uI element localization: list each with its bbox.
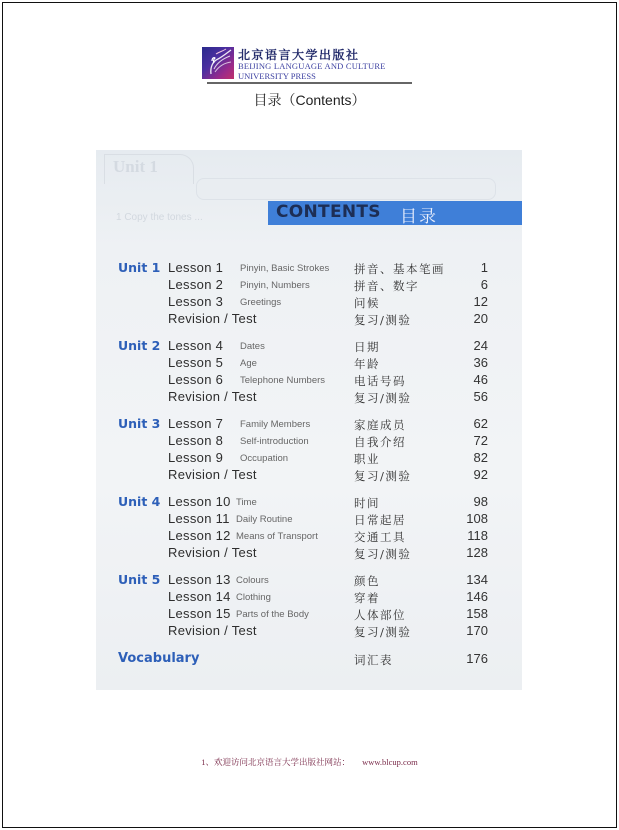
- header-divider: [207, 82, 412, 84]
- topic-cn: 复习/测验: [354, 625, 412, 639]
- lesson-label: Lesson 14: [168, 589, 231, 604]
- lesson-label: Lesson 5: [168, 355, 224, 370]
- page-number: 24: [473, 338, 488, 353]
- topic-cn: 自我介绍: [354, 435, 406, 449]
- toc-row[interactable]: [96, 511, 522, 528]
- page-number: 36: [473, 355, 488, 370]
- page-number: 12: [473, 294, 488, 309]
- toc-row[interactable]: [96, 433, 522, 450]
- toc-row[interactable]: [96, 416, 522, 433]
- unit-label: Unit 1: [118, 260, 161, 275]
- topic-en: Parts of the Body: [236, 609, 309, 620]
- lesson-label: Lesson 2: [168, 277, 224, 292]
- toc-row[interactable]: [96, 355, 522, 372]
- lesson-label: Lesson 7: [168, 416, 224, 431]
- lesson-label: Lesson 3: [168, 294, 224, 309]
- topic-cn: 年龄: [354, 357, 380, 371]
- topic-en: Telephone Numbers: [240, 375, 326, 386]
- page-number: 128: [466, 545, 488, 560]
- topic-en: Pinyin, Numbers: [240, 280, 310, 291]
- banner-title-cn: 目录: [400, 207, 438, 226]
- lesson-label: Lesson 8: [168, 433, 224, 448]
- page-number: 170: [466, 623, 488, 638]
- topic-cn: 问候: [354, 296, 380, 310]
- lesson-label: Lesson 12: [168, 528, 231, 543]
- toc-row[interactable]: [96, 294, 522, 311]
- revision-label: Revision / Test: [168, 389, 257, 404]
- page-number: 62: [473, 416, 488, 431]
- scanned-contents-page: [96, 150, 522, 690]
- lesson-label: Lesson 9: [168, 450, 224, 465]
- page-number: 108: [466, 511, 488, 526]
- page-number: 56: [473, 389, 488, 404]
- ghost-text: 1 Copy the tones ...: [116, 212, 203, 223]
- page-number: 72: [473, 433, 488, 448]
- lesson-label: Lesson 13: [168, 572, 231, 587]
- topic-cn: 复习/测验: [354, 313, 412, 327]
- toc-row[interactable]: [96, 277, 522, 294]
- page-number: 20: [473, 311, 488, 326]
- topic-en: Pinyin, Basic Strokes: [240, 263, 330, 274]
- unit-label: Unit 4: [118, 494, 161, 509]
- topic-en: Means of Transport: [236, 531, 318, 542]
- footer-note: [0, 756, 619, 768]
- page-number: 146: [466, 589, 488, 604]
- toc-row[interactable]: [96, 260, 522, 277]
- phoenix-logo-icon: [202, 47, 234, 79]
- banner-title-en: CONTENTS: [276, 202, 381, 222]
- page-number: 46: [473, 372, 488, 387]
- topic-en: Dates: [240, 341, 265, 352]
- topic-cn: 复习/测验: [354, 547, 412, 561]
- toc-row[interactable]: [96, 467, 522, 484]
- topic-cn: 穿着: [354, 591, 380, 605]
- page-number: 82: [473, 450, 488, 465]
- publisher-name-cn: 北京语言大学出版社: [238, 48, 360, 62]
- toc-row[interactable]: [96, 450, 522, 467]
- topic-en: Age: [240, 358, 257, 369]
- toc-row[interactable]: [96, 545, 522, 562]
- lesson-label: Lesson 11: [168, 511, 230, 526]
- revision-label: Revision / Test: [168, 545, 257, 560]
- topic-cn: 电话号码: [354, 374, 406, 388]
- vocabulary-label: Vocabulary: [118, 651, 200, 666]
- toc-row[interactable]: [96, 623, 522, 640]
- lesson-label: Lesson 1: [168, 260, 224, 275]
- revision-label: Revision / Test: [168, 467, 257, 482]
- topic-en: Colours: [236, 575, 269, 586]
- page-title: 目录（Contents）: [253, 92, 366, 108]
- topic-en: Family Members: [240, 419, 311, 430]
- toc-row[interactable]: [96, 606, 522, 623]
- page-number: 118: [467, 528, 488, 543]
- toc-row-vocabulary[interactable]: [96, 651, 522, 668]
- topic-cn: 人体部位: [354, 608, 406, 622]
- lesson-label: Lesson 6: [168, 372, 224, 387]
- page-number: 98: [473, 494, 488, 509]
- unit-label: Unit 3: [118, 416, 161, 431]
- topic-cn: 职业: [354, 452, 380, 466]
- topic-en: Daily Routine: [236, 514, 293, 525]
- toc-row[interactable]: [96, 389, 522, 406]
- topic-cn: 词汇表: [354, 653, 393, 667]
- topic-cn: 交通工具: [354, 530, 406, 544]
- toc-row[interactable]: [96, 528, 522, 545]
- toc-row[interactable]: [96, 311, 522, 328]
- lesson-label: Lesson 15: [168, 606, 231, 621]
- unit-label: Unit 2: [118, 338, 161, 353]
- topic-en: Clothing: [236, 592, 271, 603]
- topic-en: Self-introduction: [240, 436, 309, 447]
- footer-url-link[interactable]: www.blcup.com: [362, 757, 418, 767]
- ghost-unit-tab: Unit 1: [104, 154, 194, 184]
- topic-cn: 颜色: [354, 574, 380, 588]
- toc-row[interactable]: [96, 589, 522, 606]
- topic-cn: 日期: [354, 340, 380, 354]
- page-number: 134: [466, 572, 488, 587]
- revision-label: Revision / Test: [168, 623, 257, 638]
- topic-en: Occupation: [240, 453, 289, 464]
- lesson-label: Lesson 10: [168, 494, 231, 509]
- page-number: 1: [480, 260, 488, 275]
- topic-cn: 复习/测验: [354, 469, 412, 483]
- topic-cn: 拼音、数字: [354, 279, 419, 293]
- toc-row[interactable]: [96, 372, 522, 389]
- topic-cn: 复习/测验: [354, 391, 412, 405]
- topic-cn: 日常起居: [354, 513, 406, 527]
- topic-en: Greetings: [240, 297, 282, 308]
- page-number: 92: [473, 467, 488, 482]
- toc-row[interactable]: [96, 338, 522, 355]
- page-number: 6: [480, 277, 488, 292]
- table-of-contents: [96, 150, 522, 690]
- page-number: 176: [466, 651, 488, 666]
- topic-en: Time: [236, 497, 257, 508]
- publisher-name-en: BEIJING LANGUAGE AND CULTURE: [238, 61, 386, 71]
- unit-label: Unit 5: [118, 572, 161, 587]
- topic-cn: 家庭成员: [354, 418, 406, 432]
- toc-row[interactable]: [96, 572, 522, 589]
- page-number: 158: [466, 606, 488, 621]
- footer-text: 1、欢迎访问北京语言大学出版社网站：: [201, 757, 351, 767]
- toc-row[interactable]: [96, 494, 522, 511]
- topic-cn: 拼音、基本笔画: [354, 262, 445, 276]
- topic-cn: 时间: [354, 496, 380, 510]
- publisher-name-en-2: UNIVERSITY PRESS: [238, 71, 316, 81]
- revision-label: Revision / Test: [168, 311, 257, 326]
- lesson-label: Lesson 4: [168, 338, 224, 353]
